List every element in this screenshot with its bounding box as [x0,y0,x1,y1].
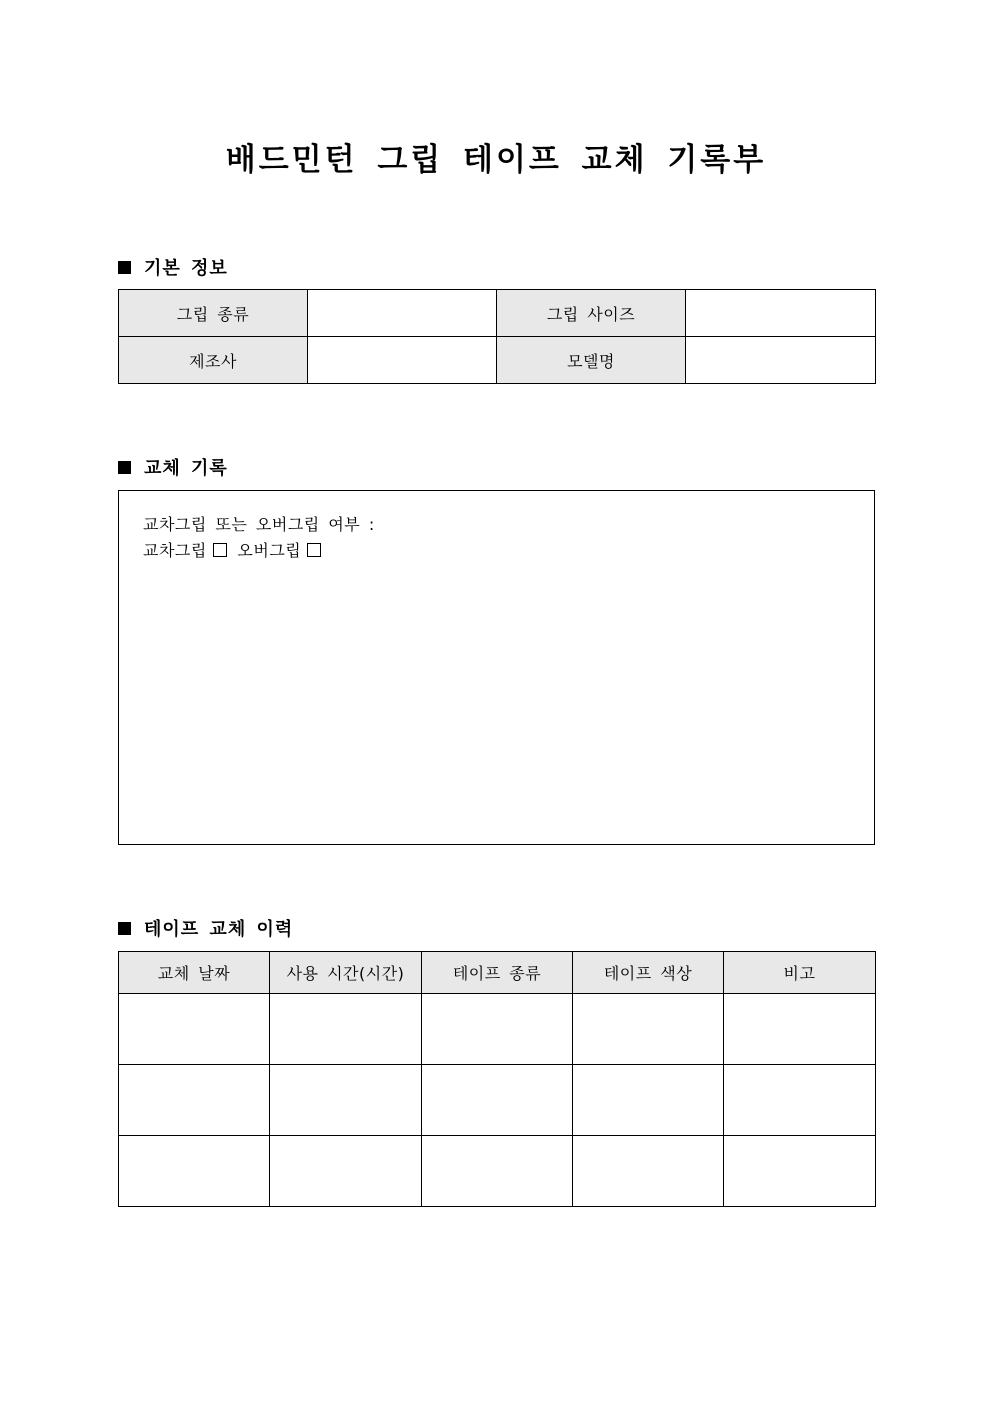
column-header-tape-color: 테이프 색상 [573,952,724,994]
table-cell[interactable] [422,1136,573,1207]
column-header-usage-hours: 사용 시간(시간) [270,952,422,994]
table-cell[interactable] [422,1065,573,1136]
column-header-remarks: 비고 [724,952,876,994]
replacement-record-heading [118,454,228,480]
table-cell[interactable] [573,994,724,1065]
cross-grip-label: 교차그립 [143,541,207,560]
manufacturer-field[interactable] [308,337,497,384]
square-bullet-icon [118,461,131,474]
grip-size-label: 그립 사이즈 [497,290,686,337]
basic-info-table [118,289,876,384]
table-row [119,994,876,1065]
replacement-record-box[interactable] [118,490,875,845]
over-grip-checkbox[interactable] [307,543,321,557]
square-bullet-icon [118,922,131,935]
cross-grip-checkbox[interactable] [213,543,227,557]
table-cell[interactable] [724,994,876,1065]
table-cell[interactable] [573,1136,724,1207]
history-heading [118,915,293,941]
page-title: 배드민턴 그립 테이프 교체 기록부 [225,142,767,178]
table-cell[interactable] [422,994,573,1065]
table-cell[interactable] [119,994,270,1065]
history-header-row [119,952,876,994]
grip-method-question: 교차그립 또는 오버그립 여부 : [143,515,375,534]
table-cell[interactable] [573,1065,724,1136]
grip-type-field[interactable] [308,290,497,337]
basic-info-heading [118,254,228,280]
table-cell[interactable] [119,1136,270,1207]
table-cell[interactable] [724,1136,876,1207]
over-grip-label: 오버그립 [237,541,302,560]
table-cell[interactable] [270,994,422,1065]
grip-type-label: 그립 종류 [119,290,308,337]
table-cell[interactable] [119,1065,270,1136]
grip-method-options [143,538,323,561]
history-heading-text: 테이프 교체 이력 [144,919,294,940]
table-cell[interactable] [724,1065,876,1136]
table-row [119,1136,876,1207]
basic-info-row [119,337,876,384]
history-table [118,951,876,1207]
model-name-field[interactable] [686,337,876,384]
model-name-label: 모델명 [497,337,686,384]
basic-info-heading-text: 기본 정보 [144,258,228,279]
table-cell[interactable] [270,1065,422,1136]
table-row [119,1065,876,1136]
replacement-record-heading-text: 교체 기록 [144,458,228,479]
grip-size-field[interactable] [686,290,876,337]
basic-info-row [119,290,876,337]
manufacturer-label: 제조사 [119,337,308,384]
table-cell[interactable] [270,1136,422,1207]
column-header-tape-type: 테이프 종류 [422,952,573,994]
square-bullet-icon [118,261,131,274]
column-header-date: 교체 날짜 [119,952,270,994]
